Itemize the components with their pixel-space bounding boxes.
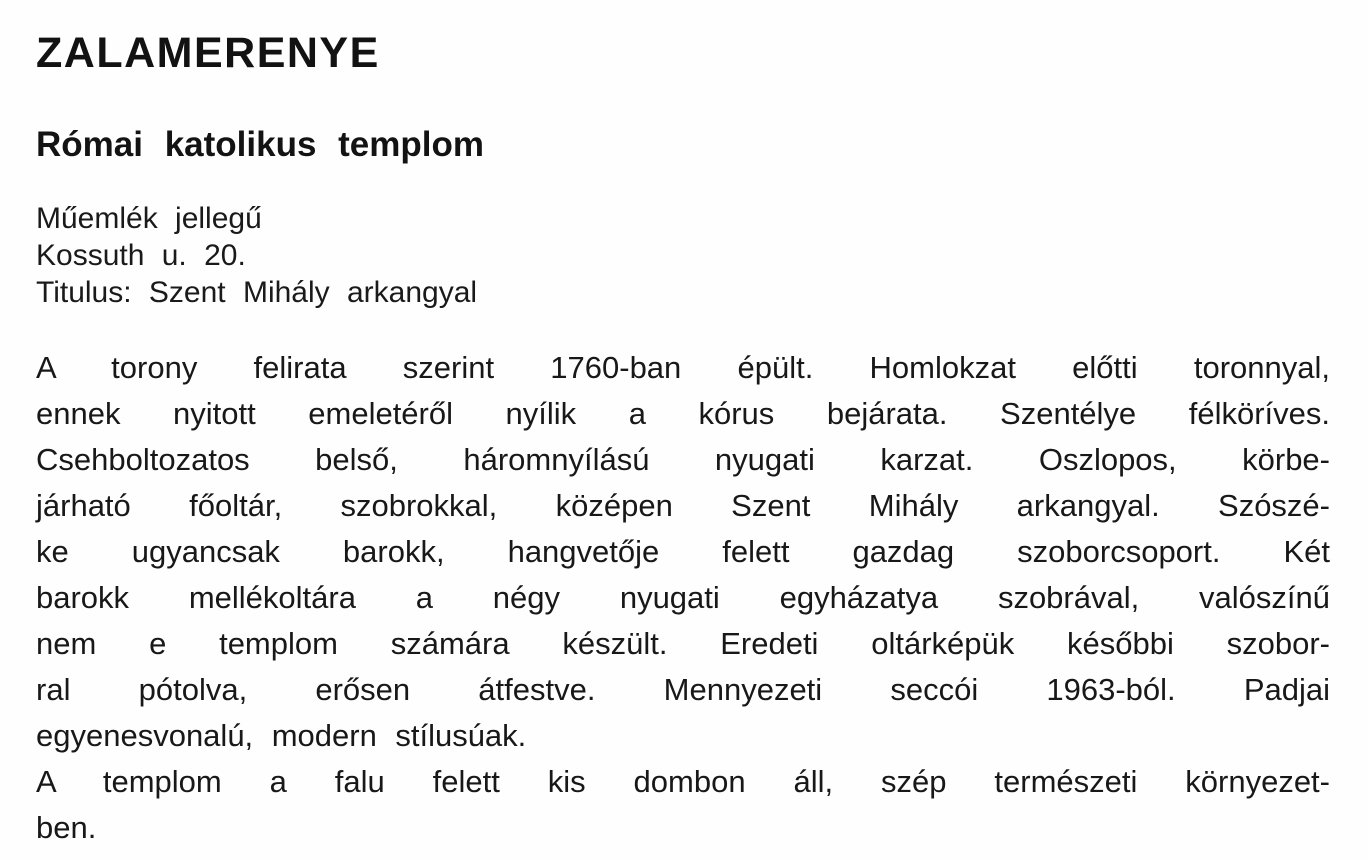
body-line: Csehboltozatos belső, háromnyílású nyugati karzat. Oszlopos, körbe- bbox=[36, 442, 1330, 477]
body-line: A templom a falu felett kis dombon áll, szép természeti környezet- bbox=[36, 764, 1330, 799]
body-line: A torony felirata szerint 1760-ban épült. Homlokzat előtti toronnyal, bbox=[36, 350, 1330, 385]
monument-meta-block bbox=[36, 200, 1330, 311]
body-line: ke ugyancsak barokk, hangvetője felett gazdag szoborcsoport. Két bbox=[36, 534, 1330, 569]
page-title: ZALAMERENYE bbox=[36, 29, 380, 77]
body-line: ennek nyitott emeletéről nyílik a kórus bejárata. Szentélye félköríves. bbox=[36, 396, 1330, 431]
meta-line-address: Kossuth u. 20. bbox=[36, 239, 246, 272]
body-line: ben. bbox=[36, 810, 97, 845]
body-line: egyenesvonalú, modern stílusúak. bbox=[36, 718, 527, 753]
monument-description bbox=[36, 345, 1330, 851]
body-line: nem e templom számára készült. Eredeti oltárképük későbbi szobor- bbox=[36, 626, 1330, 661]
body-line: járható főoltár, szobrokkal, középen Szent Mihály arkangyal. Szószé- bbox=[36, 488, 1330, 523]
monument-heading: Római katolikus templom bbox=[36, 125, 484, 164]
body-line: barokk mellékoltára a négy nyugati egyházatya szobrával, valószínű bbox=[36, 580, 1330, 615]
meta-line-titulus: Titulus: Szent Mihály arkangyal bbox=[36, 276, 478, 309]
body-line: ral pótolva, erősen átfestve. Mennyezeti seccói 1963-ból. Padjai bbox=[36, 672, 1330, 707]
meta-line-protection: Műemlék jellegű bbox=[36, 202, 262, 235]
